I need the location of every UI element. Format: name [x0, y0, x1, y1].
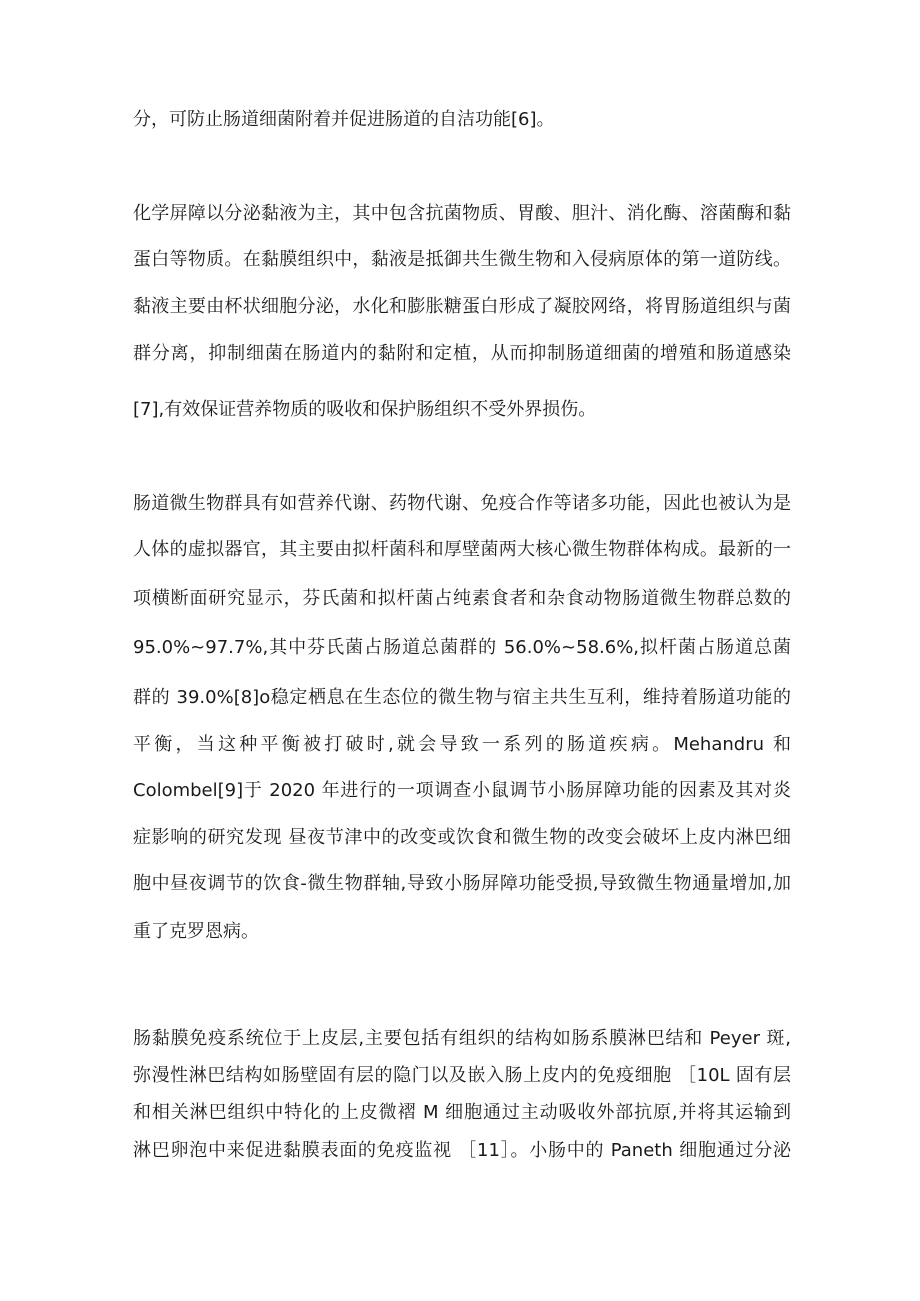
- text-line: 项横断面研究显示，芬氏菌和拟杆菌占纯素食者和杂食动物肠道微生物群总数的: [133, 588, 791, 609]
- text-line: 分，可防止肠道细菌附着并促进肠道的自洁功能[6]。: [133, 109, 555, 130]
- text-line: 化学屏障以分泌黏液为主，其中包含抗菌物质、胃酸、胆汁、消化酶、溶菌酶和黏: [133, 203, 791, 224]
- text-line: 胞中昼夜调节的饮食-微生物群轴,导致小肠屏障功能受损,导致微生物通量增加,加: [133, 873, 791, 894]
- text-line: Colombel[9]于 2020 年进行的一项调查小鼠调节小肠屏障功能的因素及其对炎: [133, 780, 791, 801]
- text-line: 和相关淋巴组织中特化的上皮微褶 M 细胞通过主动吸收外部抗原,并将其运输到: [133, 1102, 791, 1123]
- text-line: 淋巴卵泡中来促进黏膜表面的免疫监视 ［11］。小肠中的 Paneth 细胞通过分泌: [133, 1140, 791, 1161]
- text-line: 重了克罗恩病。: [133, 921, 259, 942]
- text-line: 弥漫性淋巴结构如肠壁固有层的隐门以及嵌入肠上皮内的免疫细胞 ［10L 固有层: [133, 1065, 791, 1086]
- text-line: 肠道微生物群具有如营养代谢、药物代谢、免疫合作等诸多功能，因此也被认为是: [133, 493, 791, 514]
- text-line: 黏液主要由杯状细胞分泌，水化和膨胀糖蛋白形成了凝胶网络，将胃肠道组织与菌: [133, 296, 791, 317]
- text-line: 症影响的研究发现 昼夜节津中的改变或饮食和微生物的改变会破坏上皮内淋巴细: [133, 827, 791, 848]
- text-line: 人体的虚拟器官，其主要由拟杆菌科和厚壁菌两大核心微生物群体构成。最新的一: [133, 539, 791, 560]
- text-line: 95.0%~97.7%,其中芬氏菌占肠道总菌群的 56.0%~58.6%,拟杆菌占肠道总菌: [133, 637, 791, 658]
- text-line: 群的 39.0%[8]o稳定栖息在生态位的微生物与宿主共生互利，维持着肠道功能的: [133, 687, 791, 708]
- text-line: [7],有效保证营养物质的吸收和保护肠组织不受外界损伤。: [133, 399, 597, 420]
- text-line: 蛋白等物质。在黏膜组织中，黏液是抵御共生微生物和入侵病原体的第一道防线。: [133, 249, 791, 270]
- text-line: 平衡，当这种平衡被打破时,就会导致一系列的肠道疾病。Mehandru 和: [133, 734, 791, 755]
- text-line: 肠黏膜免疫系统位于上皮层,主要包括有组织的结构如肠系膜淋巴结和 Peyer 斑,: [133, 1028, 791, 1049]
- text-line: 群分离，抑制细菌在肠道内的黏附和定植，从而抑制肠道细菌的增殖和肠道感染: [133, 343, 791, 364]
